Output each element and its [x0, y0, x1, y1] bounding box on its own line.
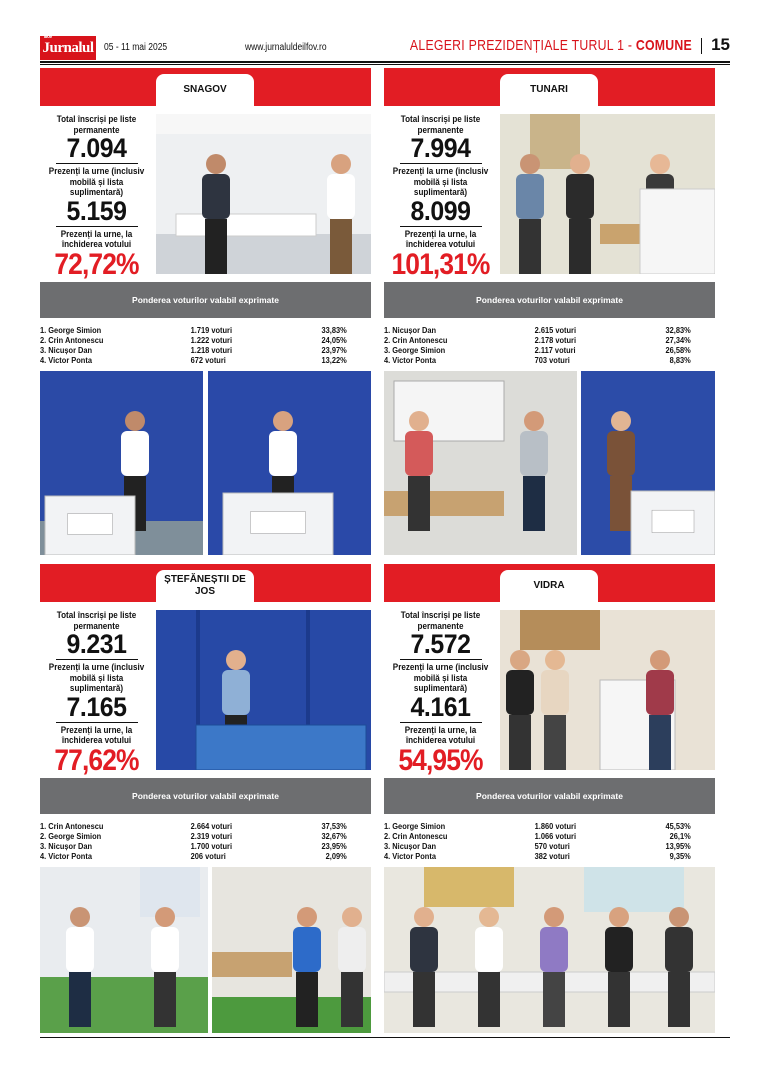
event-photo — [212, 867, 371, 1033]
vote-count: 2.117 voturi — [534, 346, 576, 355]
divider — [56, 226, 138, 227]
vote-percent: 8,83% — [669, 356, 691, 365]
turnout-stats — [40, 114, 153, 280]
candidate-name: 1. Nicușor Dan — [384, 326, 437, 335]
commune-name: TUNARI — [500, 74, 598, 106]
candidate-name: 1. Crin Antonescu — [40, 822, 104, 831]
page-header — [40, 34, 730, 64]
header-rule-thin — [40, 64, 730, 65]
commune-section-tunari — [384, 68, 715, 538]
vote-percent: 45,53% — [665, 822, 691, 831]
photo-scene — [500, 610, 715, 770]
turnout-stats — [384, 114, 497, 280]
section-title — [410, 37, 692, 54]
candidate-name: 2. Crin Antonescu — [384, 336, 448, 345]
commune-name: ȘTEFĂNEȘTII DE JOS — [156, 570, 254, 602]
result-row — [40, 852, 371, 862]
total-label: Total înscriși pe liste permanente — [400, 114, 481, 135]
turnout-label: Prezenți la urne, la închiderea votului — [60, 228, 133, 249]
total-registered: 9.231 — [66, 629, 127, 659]
result-row — [384, 852, 715, 862]
vote-percent: 26,1% — [669, 832, 691, 841]
divider — [56, 163, 138, 164]
divider — [400, 163, 482, 164]
result-row — [40, 356, 371, 366]
divider — [400, 722, 482, 723]
voter-photo — [40, 371, 203, 555]
vote-percent: 2,09% — [325, 852, 347, 861]
results-list — [384, 822, 715, 862]
photo-scene — [40, 867, 208, 1033]
vote-percent: 37,53% — [321, 822, 347, 831]
commune-section-vidra — [384, 564, 715, 1034]
vote-percent: 23,97% — [321, 346, 347, 355]
vote-count: 2.319 voturi — [190, 832, 233, 841]
vote-percent: 24,05% — [321, 336, 347, 345]
total-registered: 7.994 — [410, 133, 471, 163]
vote-percent: 9,35% — [669, 852, 691, 861]
vote-count: 2.664 voturi — [190, 822, 233, 831]
candidate-name: 2. George Simion — [40, 832, 102, 841]
turnout-label: Prezenți la urne, la închiderea votului — [404, 228, 477, 249]
result-row — [384, 822, 715, 832]
turnout-label: Prezenți la urne, la închiderea votului — [404, 724, 477, 745]
vote-count: 1.700 voturi — [190, 842, 233, 851]
logo-text: Jurnalul — [42, 40, 94, 56]
turnout-percent: 54,95% — [398, 743, 483, 777]
present-label: Prezenți la urne (inclusiv mobilă și lista suplimentară) — [48, 662, 145, 693]
result-row — [40, 336, 371, 346]
result-row — [384, 842, 715, 852]
photo-scene — [384, 371, 577, 555]
results-band: Ponderea voturilor valabil exprimate — [384, 282, 715, 318]
photo-scene — [156, 610, 371, 770]
photo-scene — [156, 114, 371, 274]
result-row — [384, 346, 715, 356]
page-number: 15 — [711, 35, 730, 54]
result-row — [384, 336, 715, 346]
vote-count: 2.178 voturi — [534, 336, 577, 345]
commune-section-stefanestii — [40, 564, 371, 1034]
results-band: Ponderea voturilor valabil exprimate — [40, 282, 371, 318]
photo-scene — [208, 371, 371, 555]
candidate-name: 4. Victor Ponta — [40, 356, 92, 365]
header-separator — [701, 38, 703, 54]
vote-percent: 13,22% — [321, 356, 347, 365]
voter-photo — [208, 371, 371, 555]
present-label: Prezenți la urne (inclusiv mobilă și lista suplimentară) — [392, 166, 489, 197]
present-label: Prezenți la urne (inclusiv mobilă și lista suplimentară) — [392, 662, 489, 693]
result-row — [384, 832, 715, 842]
divider — [56, 722, 138, 723]
voter-photo — [384, 371, 577, 555]
present-count: 5.159 — [66, 195, 127, 226]
result-row — [40, 346, 371, 356]
result-row — [40, 832, 371, 842]
result-row — [40, 822, 371, 832]
turnout-percent: 101,31% — [391, 247, 490, 281]
main-photo — [500, 610, 715, 770]
vote-percent: 26,58% — [665, 346, 691, 355]
candidate-name: 3. Nicușor Dan — [40, 842, 93, 851]
turnout-label: Prezenți la urne, la închiderea votului — [60, 724, 133, 745]
vote-count: 206 voturi — [190, 852, 226, 861]
results-list — [40, 822, 371, 862]
photo-scene — [500, 114, 715, 274]
candidate-name: 1. George Simion — [40, 326, 102, 335]
results-band: Ponderea voturilor valabil exprimate — [384, 778, 715, 814]
candidate-name: 2. Crin Antonescu — [40, 336, 104, 345]
candidate-name: 3. George Simion — [384, 346, 446, 355]
candidate-name: 3. Nicușor Dan — [384, 842, 437, 851]
present-count: 4.161 — [410, 691, 471, 722]
candidate-name: 3. Nicușor Dan — [40, 346, 93, 355]
divider — [400, 226, 482, 227]
total-label: Total înscriși pe liste permanente — [400, 610, 481, 631]
vote-count: 1.222 voturi — [190, 336, 233, 345]
vote-count: 2.615 voturi — [534, 326, 577, 335]
issue-date: 05 - 11 mai 2025 — [104, 42, 168, 53]
candidate-name: 4. Victor Ponta — [384, 852, 436, 861]
vote-count: 1.719 voturi — [190, 326, 233, 335]
present-count: 7.165 — [66, 691, 127, 722]
candidate-name: 1. George Simion — [384, 822, 446, 831]
divider — [400, 659, 482, 660]
total-registered: 7.094 — [66, 133, 127, 163]
commune-name: VIDRA — [500, 570, 598, 602]
event-photo — [40, 867, 208, 1033]
result-row — [384, 326, 715, 336]
photo-scene — [40, 371, 203, 555]
vote-count: 570 voturi — [534, 842, 570, 851]
vote-count: 1.066 voturi — [534, 832, 577, 841]
commune-name: SNAGOV — [156, 74, 254, 106]
photo-scene — [212, 867, 371, 1033]
event-photo — [384, 867, 715, 1033]
results-list — [384, 326, 715, 366]
commune-section-snagov — [40, 68, 371, 538]
result-row — [40, 842, 371, 852]
present-count: 8.099 — [410, 195, 471, 226]
voter-photo — [581, 371, 715, 555]
candidate-name: 2. Crin Antonescu — [384, 832, 448, 841]
footer-rule — [40, 1037, 730, 1038]
vote-percent: 23,95% — [321, 842, 347, 851]
main-photo — [500, 114, 715, 274]
total-label: Total înscriși pe liste permanente — [56, 114, 137, 135]
photo-scene — [581, 371, 715, 555]
vote-count: 672 voturi — [190, 356, 226, 365]
vote-count: 1.218 voturi — [190, 346, 233, 355]
result-row — [40, 326, 371, 336]
vote-count: 382 voturi — [534, 852, 570, 861]
total-label: Total înscriși pe liste permanente — [56, 610, 137, 631]
vote-percent: 32,83% — [665, 326, 691, 335]
vote-percent: 32,67% — [321, 832, 347, 841]
candidate-name: 4. Victor Ponta — [384, 356, 436, 365]
main-photo — [156, 114, 371, 274]
main-photo — [156, 610, 371, 770]
section-title-main: ALEGERI PREZIDENȚIALE TURUL 1 - — [409, 37, 636, 54]
divider — [56, 659, 138, 660]
vote-percent: 33,83% — [321, 326, 347, 335]
vote-percent: 13,95% — [665, 842, 691, 851]
turnout-percent: 72,72% — [54, 247, 139, 281]
newspaper-logo[interactable] — [40, 36, 96, 60]
logo-subtitle: Ilfov — [44, 34, 52, 40]
turnout-stats — [384, 610, 497, 776]
vote-count: 703 voturi — [534, 356, 570, 365]
section-title-bold: COMUNE — [635, 37, 692, 54]
total-registered: 7.572 — [410, 629, 471, 659]
turnout-stats — [40, 610, 153, 776]
results-band: Ponderea voturilor valabil exprimate — [40, 778, 371, 814]
header-rule — [40, 61, 730, 63]
website-link[interactable]: www.jurnaluldeilfov.ro — [245, 42, 327, 53]
vote-count: 1.860 voturi — [534, 822, 577, 831]
results-list — [40, 326, 371, 366]
present-label: Prezenți la urne (inclusiv mobilă și lista suplimentară) — [48, 166, 145, 197]
photo-scene — [384, 867, 715, 1033]
result-row — [384, 356, 715, 366]
candidate-name: 4. Victor Ponta — [40, 852, 92, 861]
vote-percent: 27,34% — [665, 336, 691, 345]
turnout-percent: 77,62% — [54, 743, 139, 777]
